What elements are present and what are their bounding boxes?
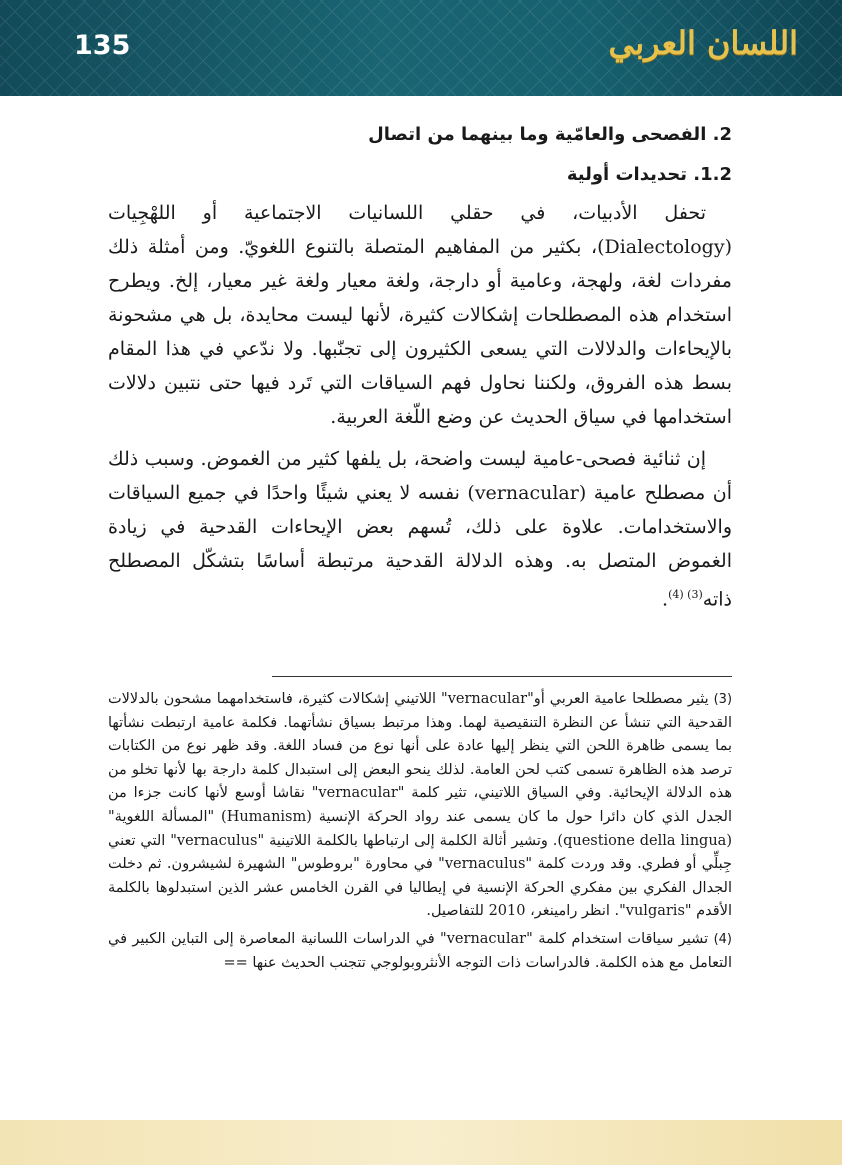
footnote-4-number: (4) (713, 931, 732, 947)
footnote-4 (108, 928, 732, 975)
paragraph-2-text: إن ثنائية فصحى-عامية ليست واضحة، بل يلفها كثير من الغموض. وسبب ذلك أن مصطلح عامية (vernacular) نفسه لا يعني شيئًا واحدًا في جميع السياقات والاستخدامات. علاوة على ذلك، تُسهم بعض الإيحاءات القدحية في زيادة الغموض المتصل به. وهذه الدلالة القدحية مرتبطة أساسًا بتشكّل المصطلح ذاته (108, 448, 733, 611)
subsection-heading: 1.2. تحديدات أولية (566, 164, 732, 185)
paragraph-1: تحفل الأدبيات، في حقلي اللسانيات الاجتماعية أو اللهْجِيات (Dialectology)، بكثير من المفاهيم المتصلة بالتنوع اللغويّ. ومن أمثلة ذلك مفردات لغة، ولهجة، وعامية أو دارجة، ولغة معيار ولغة غير معيار، إلخ. ويطرح استخدام هذه المصطلحات إشكالات كثيرة، لأنها ليست محايدة، بل هي مشحونة بالإيحاءات والدلالات التي يسعى الكثيرون إلى تجنّبها. ولا ندّعي في هذا المقام بسط هذه الفروق، ولكننا نحاول فهم السياقات التي تَرد فيها حتى نتبين دلالات استخدامها في سياق الحديث عن وضع اللّغة العربية. (108, 202, 732, 428)
main-content (108, 122, 732, 616)
journal-logo: اللسان العربي (608, 24, 798, 62)
footnote-separator (272, 676, 732, 677)
paragraph-2-end: . (662, 588, 669, 611)
footnote-3-text: يثير مصطلحا عامية العربي أو"vernacular" اللاتيني إشكالات كثيرة، فاستخدامهما مشحون بالدلالات القدحية التي تنشأ عن النظرة التنقيصية لهما. وهذا مرتبط بسياق نشأتهما. فكلمة عامية ارتبطت نشأتها بما يسمى ظاهرة اللحن التي ينظر إليها عادة على أنها نوع من فساد اللغة. وقد ظهر نوع من الكتابات ترصد هذه الظاهرة تسمى كتب لحن العامة. لذلك ينحو البعض إلى استبدال كلمة دارجة بها لأنها تخلو من هذه الدلالة الإيحائية. وفي السياق اللاتيني، تثير كلمة "vernacular" نقاشا أوسع لأنها كانت جزءا من الجدل الذي كان دائرا حول ما كان يسمى عند رواد الحركة الإنسية (Humanism) "المسألة اللغوية" (questione della lingua). وتشير أثالة الكلمة إلى ارتباطها بالكلمة اللاتينية "vernaculus" التي تعني جِبلِّي أو فطري. وقد وردت كلمة "vernaculus" في محاورة "بروطوس" الشهيرة لشيشرون. ثم دخلت الجدال الفكري بين مفكري الحركة الإنسية في إيطاليا في القرن الخامس عشر الذين استبدلوها بالكلمة الأقدم "vulgaris". انظر رامينغر، 2010 للتفاصيل. (108, 691, 733, 920)
footnote-3 (108, 688, 732, 924)
footnotes (108, 688, 732, 979)
section-heading: 2. الفصحى والعامّية وما بينهما من اتصال (368, 124, 732, 145)
footnote-refs: (3) (4) (668, 588, 703, 601)
paragraph-2 (108, 442, 732, 616)
page-footer-band (0, 1120, 842, 1165)
footnote-3-number: (3) (713, 692, 733, 707)
page-number: 135 (74, 30, 131, 61)
footnote-4-text: تشير سياقات استخدام كلمة "vernacular" في الدراسات اللسانية المعاصرة إلى التباين الكبير في التعامل مع هذه الكلمة. فالدراسات ذات التوجه الأنثروبولوجي تتجنب الحديث عنها == (108, 930, 732, 971)
page-header (0, 0, 842, 96)
